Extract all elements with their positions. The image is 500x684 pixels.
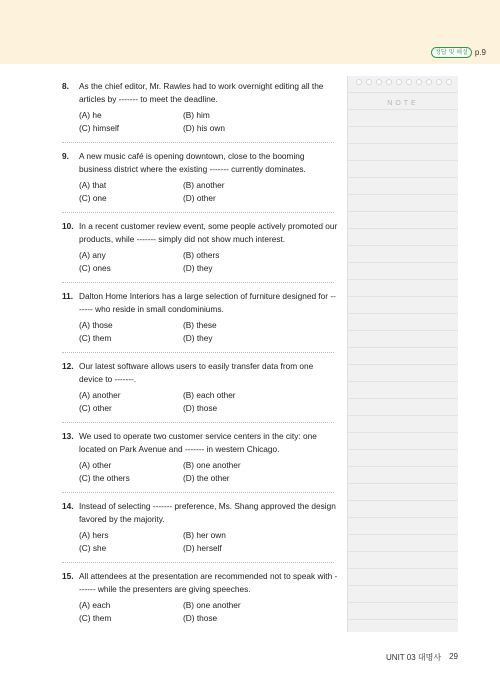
choice-a: (A) another bbox=[79, 390, 121, 400]
choice-d: (D) other bbox=[183, 193, 216, 203]
choice-c: (C) other bbox=[79, 403, 112, 413]
choice-c: (C) one bbox=[79, 193, 107, 203]
note-panel bbox=[347, 76, 458, 632]
choice-a: (A) hers bbox=[79, 530, 109, 540]
ring-icon bbox=[436, 79, 442, 85]
ring-icon bbox=[406, 79, 412, 85]
note-label: NOTE bbox=[387, 100, 419, 107]
question-divider bbox=[62, 282, 334, 283]
answer-choices bbox=[79, 459, 338, 485]
question-12 bbox=[62, 360, 338, 415]
choice-b: (B) another bbox=[183, 180, 225, 190]
question-15 bbox=[62, 570, 338, 625]
choice-b: (B) him bbox=[183, 110, 210, 120]
binder-rings bbox=[356, 79, 452, 85]
question-number: 9. bbox=[62, 151, 69, 161]
choice-b: (B) others bbox=[183, 250, 220, 260]
answer-choices bbox=[79, 319, 338, 345]
question-14 bbox=[62, 500, 338, 555]
choice-a: (A) those bbox=[79, 320, 113, 330]
ring-icon bbox=[366, 79, 372, 85]
answer-choices bbox=[79, 599, 338, 625]
question-text: Instead of selecting ------- preference, Ms. Shang approved the design favored by the majority. bbox=[79, 501, 336, 524]
question-text: All attendees at the presentation are recommended not to speak with ------- while the presenters are giving speeches. bbox=[79, 571, 338, 594]
question-10 bbox=[62, 220, 338, 275]
question-text: In a recent customer review event, some people actively promoted our products, while ------- simply did not show much interest. bbox=[79, 221, 338, 244]
answer-choices bbox=[79, 389, 338, 415]
ring-icon bbox=[426, 79, 432, 85]
ring-icon bbox=[446, 79, 452, 85]
question-number: 11. bbox=[62, 291, 74, 301]
choice-a: (A) each bbox=[79, 600, 111, 610]
choice-b: (B) each other bbox=[183, 390, 236, 400]
question-divider bbox=[62, 212, 334, 213]
choice-a: (A) any bbox=[79, 250, 106, 260]
question-number: 8. bbox=[62, 81, 69, 91]
answer-page-number: p.9 bbox=[474, 48, 486, 57]
ring-icon bbox=[356, 79, 362, 85]
question-text: Our latest software allows users to easily transfer data from one device to -------. bbox=[79, 361, 314, 384]
question-number: 14. bbox=[62, 501, 74, 511]
question-number: 13. bbox=[62, 431, 74, 441]
question-number: 15. bbox=[62, 571, 74, 581]
question-text: As the chief editor, Mr. Rawles had to work overnight editing all the articles by ------- to meet the deadline. bbox=[79, 81, 324, 104]
ring-icon bbox=[416, 79, 422, 85]
answer-key-badge: 정답 및 해설 bbox=[431, 47, 472, 58]
choice-d: (D) the other bbox=[183, 473, 230, 483]
question-13 bbox=[62, 430, 338, 485]
unit-title: UNIT 03 대명사 bbox=[386, 653, 442, 662]
choice-c: (C) himself bbox=[79, 123, 120, 133]
ring-icon bbox=[386, 79, 392, 85]
choice-c: (C) them bbox=[79, 333, 112, 343]
choice-d: (D) those bbox=[183, 403, 218, 413]
choice-d: (D) herself bbox=[183, 543, 222, 553]
choice-c: (C) the others bbox=[79, 473, 130, 483]
question-text: A new music café is opening downtown, close to the booming business district where the existing ------- currently dominates. bbox=[79, 151, 306, 174]
choice-a: (A) he bbox=[79, 110, 102, 120]
answer-page-reference bbox=[431, 47, 486, 58]
choice-b: (B) one another bbox=[183, 600, 241, 610]
answer-choices bbox=[79, 249, 338, 275]
question-11 bbox=[62, 290, 338, 345]
choice-c: (C) them bbox=[79, 613, 112, 623]
question-divider bbox=[62, 142, 334, 143]
answer-choices bbox=[79, 529, 338, 555]
choice-b: (B) one another bbox=[183, 460, 241, 470]
question-divider bbox=[62, 422, 334, 423]
page-header bbox=[0, 0, 500, 64]
choice-d: (D) those bbox=[183, 613, 218, 623]
question-text: We used to operate two customer service centers in the city: one located on Park Avenue and ------- in western Chicago. bbox=[79, 431, 317, 454]
question-divider bbox=[62, 492, 334, 493]
question-divider bbox=[62, 562, 334, 563]
choice-b: (B) these bbox=[183, 320, 217, 330]
ring-icon bbox=[376, 79, 382, 85]
choice-a: (A) other bbox=[79, 460, 112, 470]
question-divider bbox=[62, 352, 334, 353]
choice-c: (C) she bbox=[79, 543, 107, 553]
ring-icon bbox=[396, 79, 402, 85]
choice-d: (D) his own bbox=[183, 123, 225, 133]
answer-choices bbox=[79, 179, 338, 205]
choice-c: (C) ones bbox=[79, 263, 111, 273]
question-9 bbox=[62, 150, 338, 205]
question-number: 12. bbox=[62, 361, 74, 371]
page-footer bbox=[386, 652, 458, 663]
choice-d: (D) they bbox=[183, 263, 213, 273]
choice-b: (B) her own bbox=[183, 530, 226, 540]
question-number: 10. bbox=[62, 221, 74, 231]
answer-choices bbox=[79, 109, 338, 135]
question-8 bbox=[62, 80, 338, 135]
choice-d: (D) they bbox=[183, 333, 213, 343]
page-number: 29 bbox=[449, 652, 458, 661]
choice-a: (A) that bbox=[79, 180, 107, 190]
question-text: Dalton Home Interiors has a large selection of furniture designed for ------- who reside in small condominiums. bbox=[79, 291, 336, 314]
